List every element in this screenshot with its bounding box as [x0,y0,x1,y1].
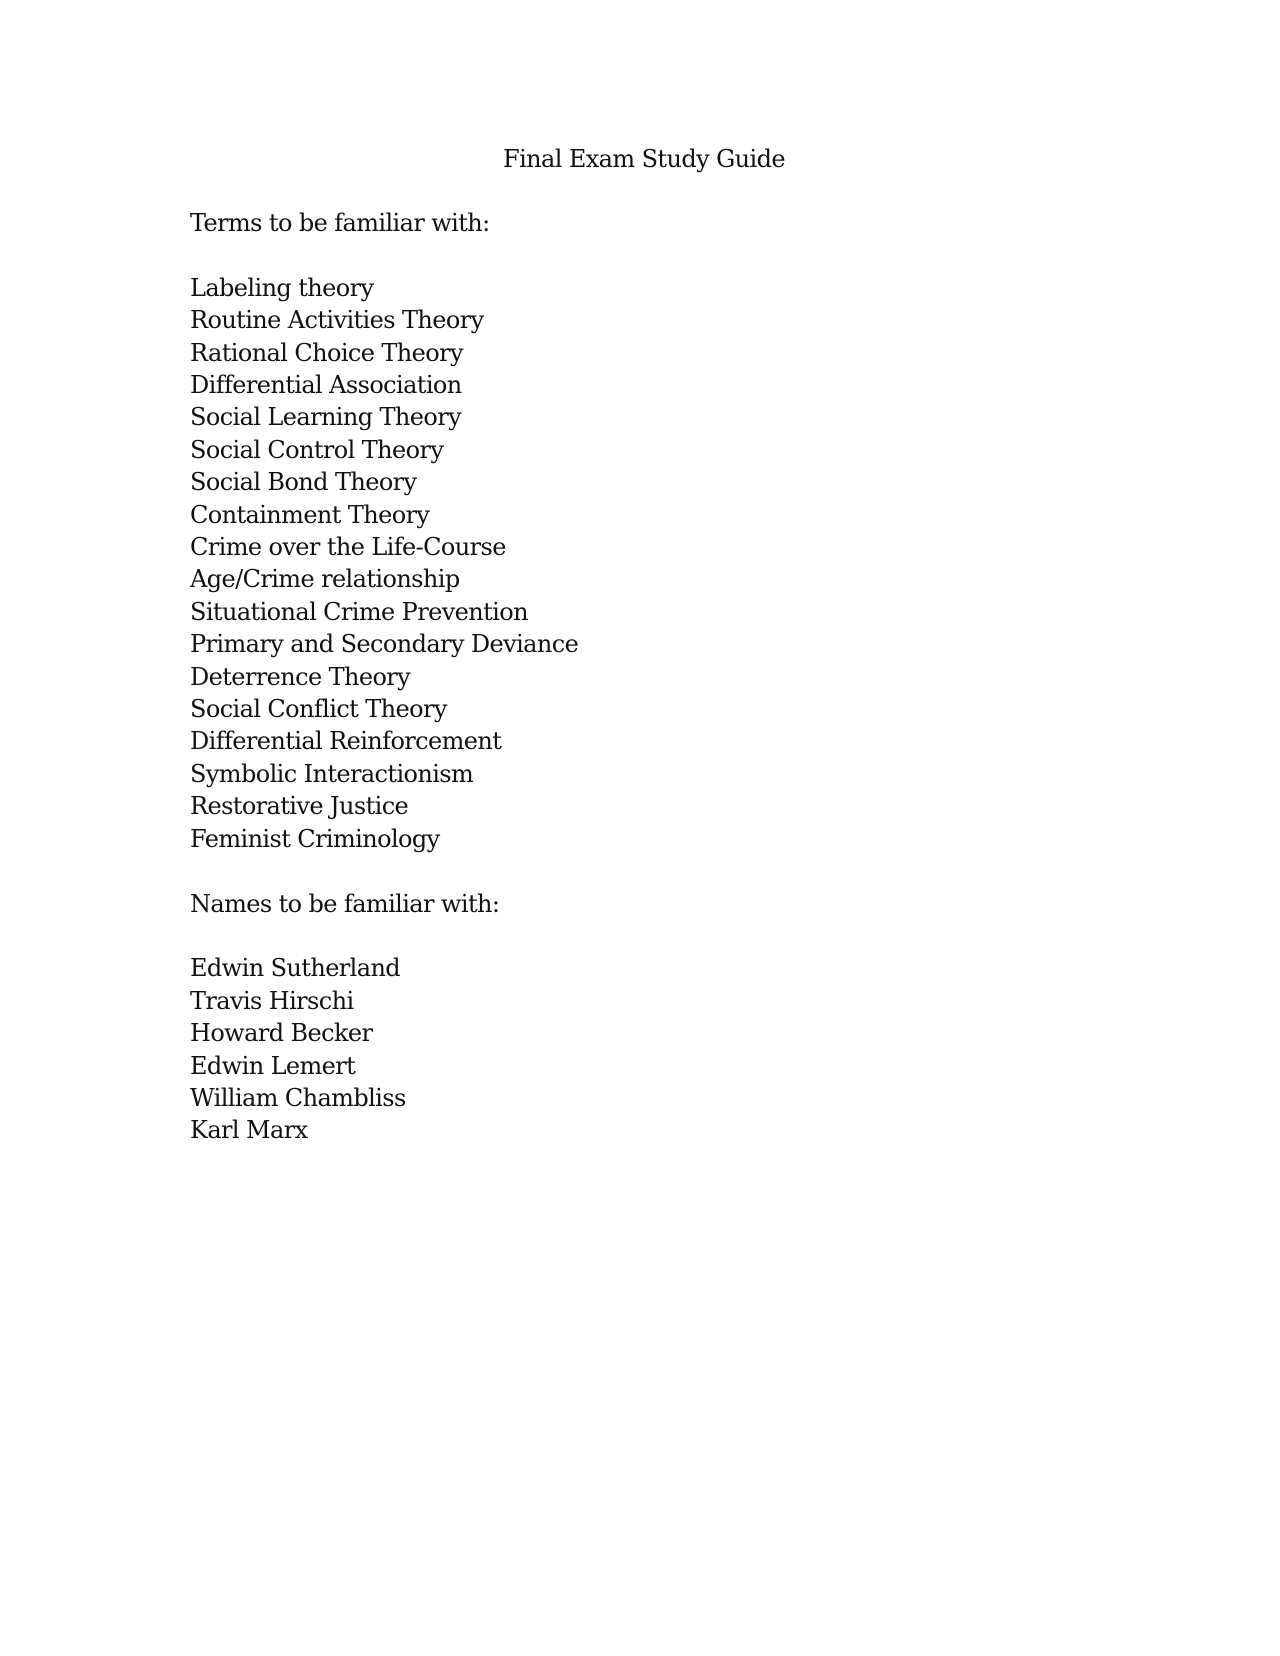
document-body [190,207,578,1147]
term-item: Deterrence Theory [190,662,411,691]
terms-heading: Terms to be familiar with: [190,209,490,237]
term-item: Social Conflict Theory [190,695,447,724]
term-item: Differential Association [190,371,462,400]
term-item: Restorative Justice [190,792,409,821]
name-item: William Chambliss [190,1083,406,1112]
term-item: Feminist Criminology [190,824,440,853]
term-item: Primary and Secondary Deviance [190,630,579,659]
term-item: Social Control Theory [190,435,444,464]
term-item: Labeling theory [190,273,374,302]
name-item: Karl Marx [190,1116,308,1145]
term-item: Situational Crime Prevention [190,597,528,626]
blank-line [190,239,578,271]
term-item: Symbolic Interactionism [190,759,474,788]
names-list [190,952,578,1146]
term-item: Containment Theory [190,500,430,529]
terms-section [190,207,578,855]
names-heading: Names to be familiar with: [190,889,500,918]
term-item: Rational Choice Theory [190,338,463,367]
names-section [190,888,578,1147]
name-item: Edwin Lemert [190,1051,356,1080]
term-item: Crime over the Life-Course [190,533,506,562]
term-item: Social Bond Theory [190,468,417,497]
blank-line [190,920,578,952]
term-item: Age/Crime relationship [190,565,460,594]
blank-line [190,855,578,887]
name-item: Edwin Sutherland [190,954,401,983]
name-item: Travis Hirschi [190,986,354,1015]
term-item: Social Learning Theory [190,403,462,432]
term-item: Differential Reinforcement [190,727,502,756]
document-title: Final Exam Study Guide [503,145,785,173]
term-item: Routine Activities Theory [190,306,484,335]
terms-list [190,272,578,855]
name-item: Howard Becker [190,1019,373,1048]
